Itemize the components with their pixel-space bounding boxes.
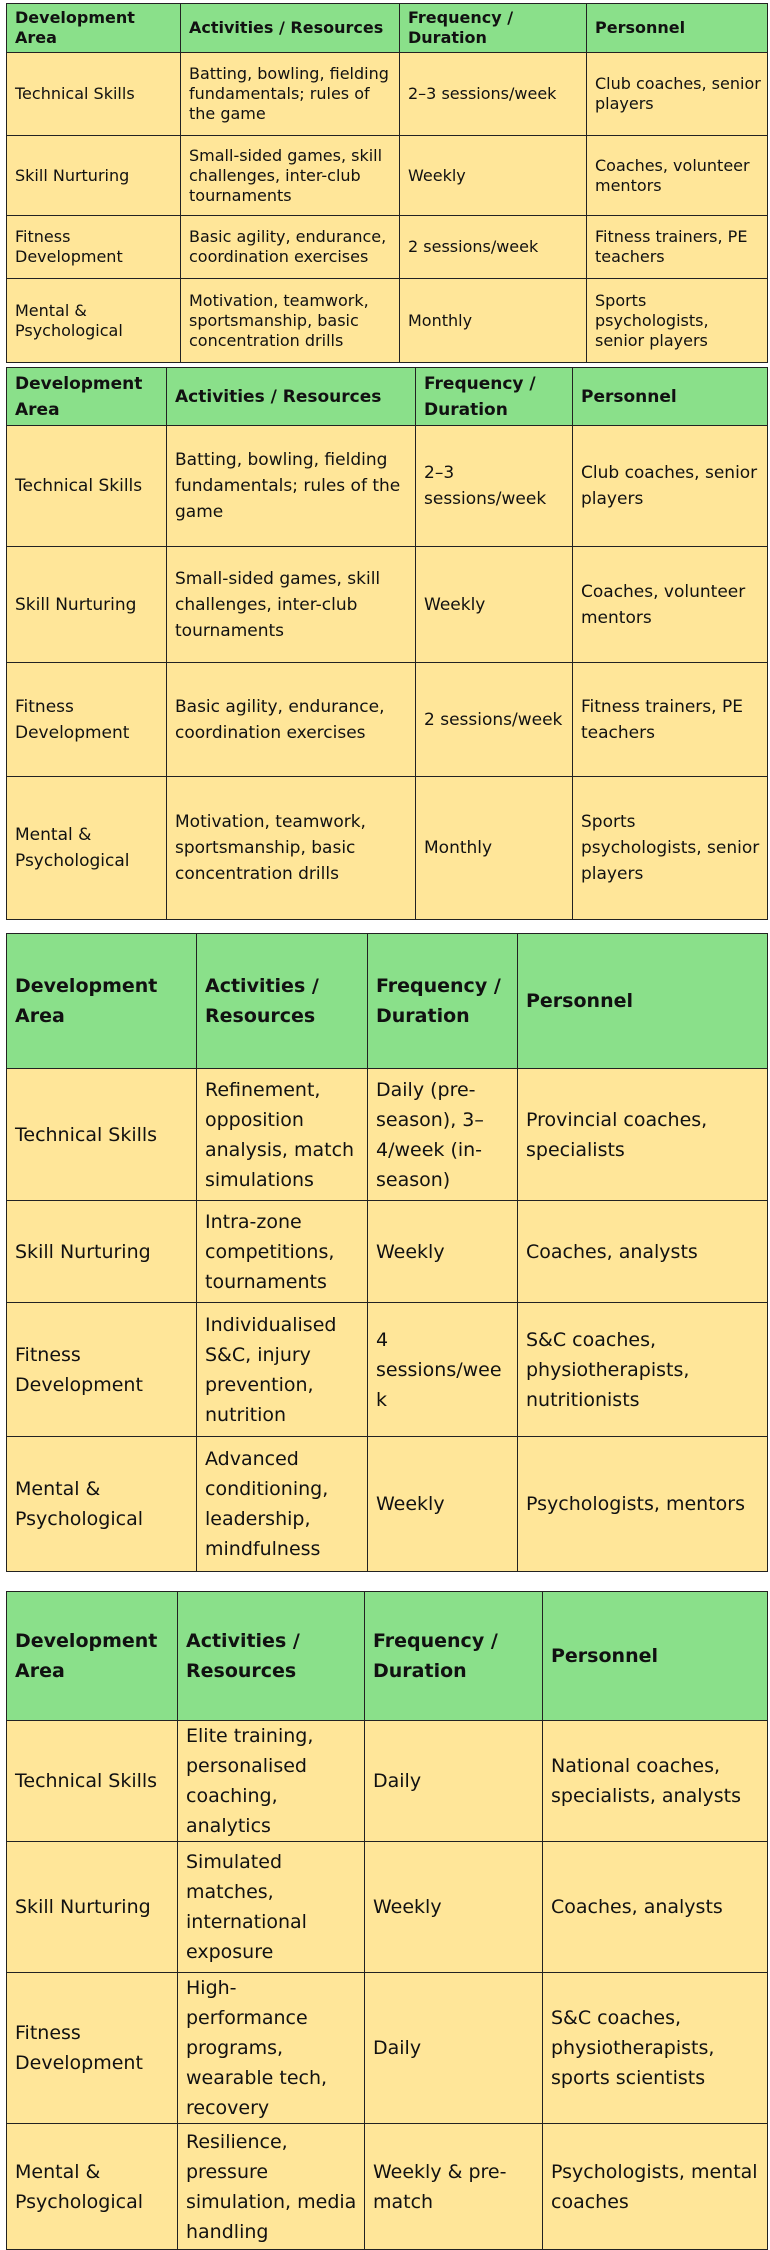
table-row [7,216,768,279]
table-row [7,1303,768,1437]
cell-personnel: Psychologists, mental coaches [543,2124,768,2250]
header-frequency: Frequency / Duration [416,368,573,426]
table-row [7,777,768,920]
cell-frequency: Weekly [365,1842,543,1973]
table-row [7,2124,768,2250]
cell-frequency: 2 sessions/week [400,216,587,279]
table-row [7,1201,768,1303]
header-frequency: Frequency / Duration [365,1592,543,1721]
table-row [7,1842,768,1973]
cell-area: Fitness Development [7,216,181,279]
cell-area: Mental & Psychological [7,2124,178,2250]
table-row [7,53,768,136]
header-row [7,934,768,1069]
development-table-2 [6,367,768,920]
cell-frequency: 2 sessions/week [416,663,573,777]
header-personnel: Personnel [518,934,768,1069]
cell-area: Skill Nurturing [7,547,167,663]
cell-area: Fitness Development [7,1973,178,2124]
header-activities: Activities / Resources [181,4,400,53]
cell-personnel: Coaches, volunteer mentors [573,547,768,663]
header-personnel: Personnel [543,1592,768,1721]
cell-activities: Refinement, opposition analysis, match simulations [197,1069,368,1201]
cell-personnel: Psychologists, mentors [518,1437,768,1572]
table-row [7,1973,768,2124]
cell-frequency: Weekly & pre-match [365,2124,543,2250]
cell-activities: Intra-zone competitions, tournaments [197,1201,368,1303]
cell-activities: Individualised S&C, injury prevention, nutrition [197,1303,368,1437]
cell-frequency: 4 sessions/week [368,1303,518,1437]
table-row [7,1721,768,1842]
cell-activities: Batting, bowling, fielding fundamentals; rules of the game [181,53,400,136]
header-frequency: Frequency / Duration [368,934,518,1069]
cell-personnel: S&C coaches, physiotherapists, nutritionists [518,1303,768,1437]
cell-personnel: Club coaches, senior players [587,53,768,136]
table-row [7,547,768,663]
cell-personnel: Provincial coaches, specialists [518,1069,768,1201]
cell-frequency: Weekly [368,1437,518,1572]
cell-personnel: Coaches, analysts [543,1842,768,1973]
cell-area: Technical Skills [7,1721,178,1842]
cell-personnel: Sports psychologists, senior players [573,777,768,920]
cell-area: Skill Nurturing [7,1842,178,1973]
cell-activities: Elite training, personalised coaching, analytics [178,1721,365,1842]
development-table-1 [6,3,768,363]
cell-personnel: Fitness trainers, PE teachers [573,663,768,777]
cell-personnel: S&C coaches, physiotherapists, sports scientists [543,1973,768,2124]
cell-personnel: Club coaches, senior players [573,426,768,547]
cell-area: Skill Nurturing [7,1201,197,1303]
cell-personnel: Coaches, analysts [518,1201,768,1303]
cell-area: Skill Nurturing [7,136,181,216]
cell-area: Mental & Psychological [7,777,167,920]
cell-area: Technical Skills [7,1069,197,1201]
cell-frequency: Weekly [416,547,573,663]
header-personnel: Personnel [587,4,768,53]
header-development-area: Development Area [7,934,197,1069]
cell-activities: Basic agility, endurance, coordination exercises [167,663,416,777]
cell-frequency: 2–3 sessions/week [400,53,587,136]
table-row [7,1437,768,1572]
cell-activities: Basic agility, endurance, coordination exercises [181,216,400,279]
cell-frequency: Daily (pre-season), 3–4/week (in-season) [368,1069,518,1201]
development-table-4 [6,1591,768,2250]
cell-area: Fitness Development [7,1303,197,1437]
table-row [7,663,768,777]
cell-activities: Simulated matches, international exposure [178,1842,365,1973]
cell-area: Technical Skills [7,426,167,547]
header-row [7,368,768,426]
cell-personnel: Fitness trainers, PE teachers [587,216,768,279]
cell-area: Mental & Psychological [7,279,181,363]
cell-personnel: Coaches, volunteer mentors [587,136,768,216]
table-row [7,279,768,363]
cell-activities: Motivation, teamwork, sportsmanship, basic concentration drills [167,777,416,920]
cell-area: Fitness Development [7,663,167,777]
cell-activities: Batting, bowling, fielding fundamentals; rules of the game [167,426,416,547]
header-personnel: Personnel [573,368,768,426]
cell-frequency: Daily [365,1721,543,1842]
cell-frequency: Daily [365,1973,543,2124]
cell-activities: High-performance programs, wearable tech, recovery [178,1973,365,2124]
header-development-area: Development Area [7,368,167,426]
header-row [7,1592,768,1721]
cell-activities: Small-sided games, skill challenges, inter-club tournaments [167,547,416,663]
header-row [7,4,768,53]
header-development-area: Development Area [7,1592,178,1721]
cell-frequency: Monthly [416,777,573,920]
header-activities: Activities / Resources [197,934,368,1069]
cell-activities: Motivation, teamwork, sportsmanship, basic concentration drills [181,279,400,363]
cell-frequency: Monthly [400,279,587,363]
cell-frequency: Weekly [400,136,587,216]
header-development-area: Development Area [7,4,181,53]
header-activities: Activities / Resources [178,1592,365,1721]
header-frequency: Frequency / Duration [400,4,587,53]
cell-personnel: National coaches, specialists, analysts [543,1721,768,1842]
table-row [7,1069,768,1201]
table-row [7,426,768,547]
cell-activities: Small-sided games, skill challenges, inter-club tournaments [181,136,400,216]
cell-activities: Resilience, pressure simulation, media handling [178,2124,365,2250]
cell-area: Mental & Psychological [7,1437,197,1572]
cell-personnel: Sports psychologists, senior players [587,279,768,363]
cell-activities: Advanced conditioning, leadership, mindfulness [197,1437,368,1572]
cell-frequency: Weekly [368,1201,518,1303]
development-table-3 [6,933,768,1572]
table-row [7,136,768,216]
cell-frequency: 2–3 sessions/week [416,426,573,547]
cell-area: Technical Skills [7,53,181,136]
header-activities: Activities / Resources [167,368,416,426]
